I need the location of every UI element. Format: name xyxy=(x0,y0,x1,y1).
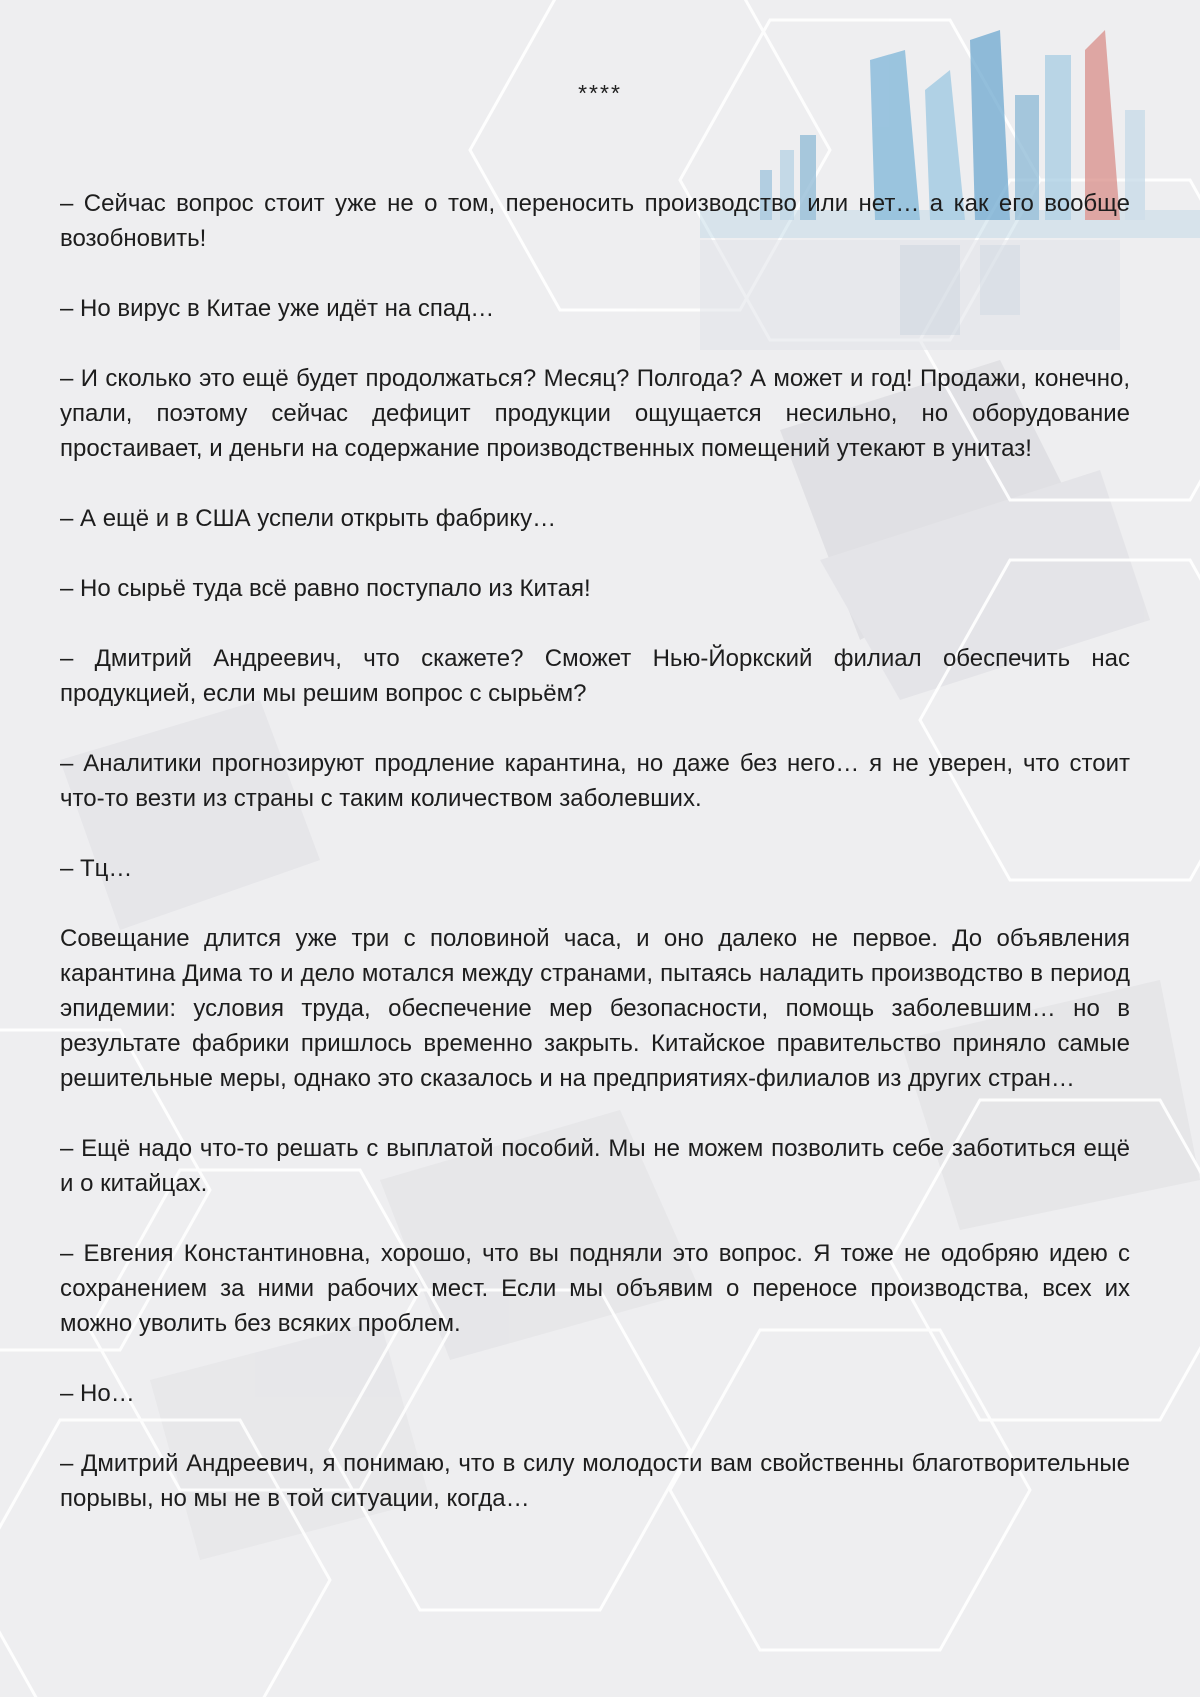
paragraph: – И сколько это ещё будет продолжаться? Месяц? Полгода? А может и год! Продажи, конечно, упали, поэтому сейчас дефицит продукции ощущается несильно, но оборудование простаивает, и деньги на содержание производственных помещений утекают в унитаз! xyxy=(60,365,1130,462)
paragraph: – Дмитрий Андреевич, что скажете? Сможет Нью-Йоркский филиал обеспечить нас продукцией, если мы решим вопрос с сырьём? xyxy=(60,645,1130,707)
paragraph: – Аналитики прогнозируют продление карантина, но даже без него… я не уверен, что стоит что-то везти из страны с таким количеством заболевших. xyxy=(60,750,1130,812)
paragraph: – Тц… xyxy=(60,855,133,882)
scene-break: **** xyxy=(578,80,622,106)
paragraph: – Но вирус в Китае уже идёт на спад… xyxy=(60,295,495,322)
paragraph: – Сейчас вопрос стоит уже не о том, переносить производство или нет… а как его вообще возобновить! xyxy=(60,190,1130,252)
paragraph: – Ещё надо что-то решать с выплатой пособий. Мы не можем позволить себе заботиться ещё и о китайцах. xyxy=(60,1135,1130,1197)
paragraph: – Дмитрий Андреевич, я понимаю, что в силу молодости вам свойственны благотворительные порывы, но мы не в той ситуации, когда… xyxy=(60,1450,1130,1512)
paragraph: Совещание длится уже три с половиной часа, и оно далеко не первое. До объявления карантина Дима то и дело мотался между странами, пытаясь наладить производство в период эпидемии: условия труда, обеспечение мер безопасности, помощь заболевшим… но в результате фабрики пришлось временно закрыть. Китайское правительство приняло самые решительные меры, однако это сказалось и на предприятиях-филиалов из других стран… xyxy=(60,925,1130,1092)
paragraph: – Но… xyxy=(60,1380,135,1407)
text-body xyxy=(60,186,1130,1551)
paragraph: – Но сырьё туда всё равно поступало из Китая! xyxy=(60,575,591,602)
paragraph: – Евгения Константиновна, хорошо, что вы подняли это вопрос. Я тоже не одобряю идею с сохранением за ними рабочих мест. Если мы объявим о переносе производства, всех их можно уволить без всяких проблем. xyxy=(60,1240,1130,1337)
paragraph: – А ещё и в США успели открыть фабрику… xyxy=(60,505,557,532)
